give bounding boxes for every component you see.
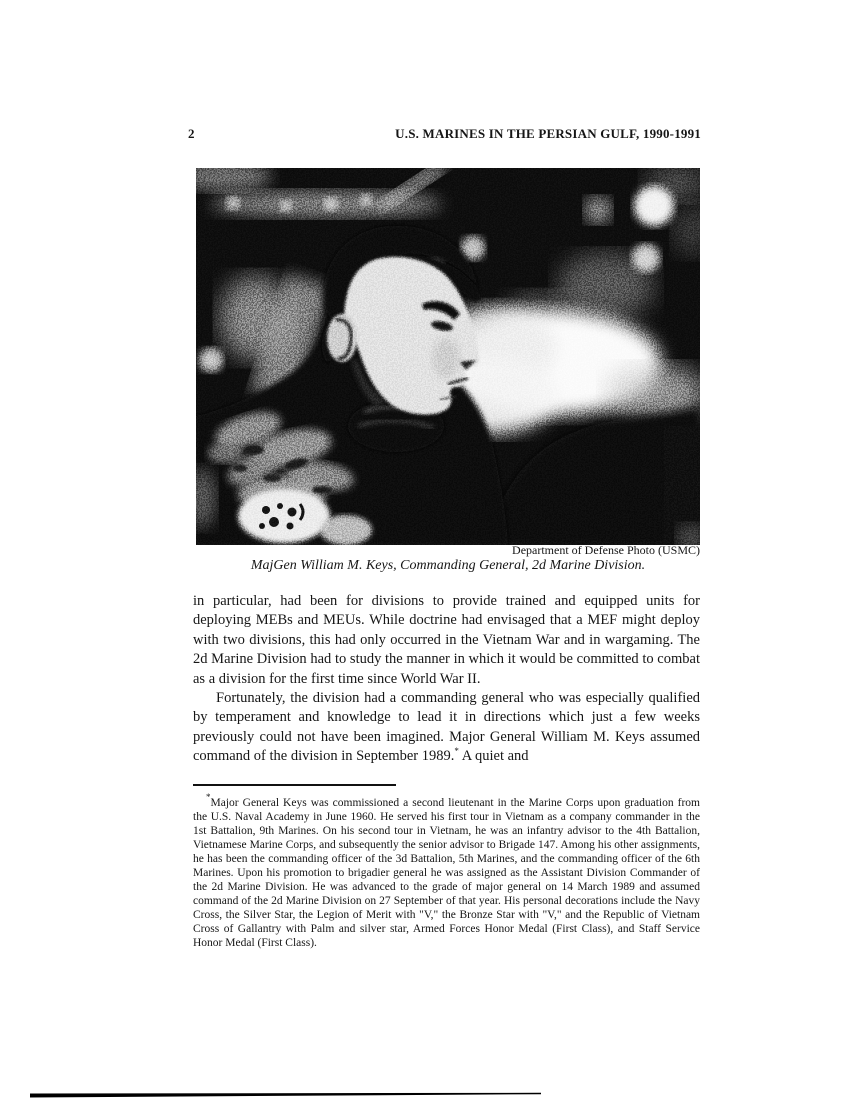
running-head bbox=[188, 126, 701, 142]
body-text bbox=[193, 592, 700, 767]
footnote-text: Major General Keys was commissioned a second lieutenant in the Marine Corps upon graduation from the U.S. Naval Academy in June 1960. He served his first tour in Vietnam as a company commander in the 1st Battalion, 9th Marines. On his second tour in Vietnam, he was an infantry advisor to the 4th Battalion, Vietnamese Marine Corps, and subsequently the senior advisor to Brigade 147. Among his other assignments, he has been the commanding officer of the 3d Battalion, 5th Marines, and the commanding officer of the 6th Marines. Upon his promotion to brigadier general he was assigned as the Assistant Division Commander of the 2d Marine Division. He was advanced to the grade of major general on 14 March 1989 and assumed command of the 2d Marine Division on 27 September of that year. His personal decorations include the Navy Cross, the Silver Star, the Legion of Merit with "V," the Bronze Star with "V," and the Republic of Vietnam Cross of Gallantry with Palm and silver star, Armed Forces Honor Medal (First Class), and Staff Service Honor Medal (First Class). bbox=[193, 797, 700, 949]
footnote-reference-marker: * bbox=[454, 746, 459, 757]
body-paragraph-2-continuation: A quiet and bbox=[458, 748, 529, 765]
footnote bbox=[193, 792, 700, 950]
photo-caption: MajGen William M. Keys, Commanding General, 2d Marine Division. bbox=[250, 558, 646, 573]
portrait-photo bbox=[196, 168, 700, 545]
footnote-separator-rule bbox=[193, 784, 396, 786]
footnote-paragraph bbox=[193, 792, 700, 950]
body-paragraph-2 bbox=[193, 689, 700, 767]
footnote-marker: * bbox=[206, 792, 211, 802]
portrait-photo-image bbox=[196, 168, 700, 545]
body-paragraph-1: in particular, had been for divisions to provide trained and equipped units for deploying MEBs and MEUs. While doctrine had envisaged that a MEF might deploy with two divisions, this had only occurred in the Vietnam War and in wargaming. The 2d Marine Division had to study the manner in which it would be committed to combat as a division for the first time since World War II. bbox=[193, 593, 700, 687]
body-paragraph-2-text: Fortunately, the division had a commanding general who was especially qualified by temperament and knowledge to lead it in directions which just a few weeks previously could not have been imagined. Major General William M. Keys assumed command of the division in September 1989. bbox=[193, 690, 700, 765]
bottom-scan-artifact-line bbox=[30, 1090, 541, 1098]
running-header-title: U.S. MARINES IN THE PERSIAN GULF, 1990-1991 bbox=[395, 126, 701, 141]
page-number: 2 bbox=[188, 126, 195, 141]
photo-credit: Department of Defense Photo (USMC) bbox=[512, 543, 700, 557]
